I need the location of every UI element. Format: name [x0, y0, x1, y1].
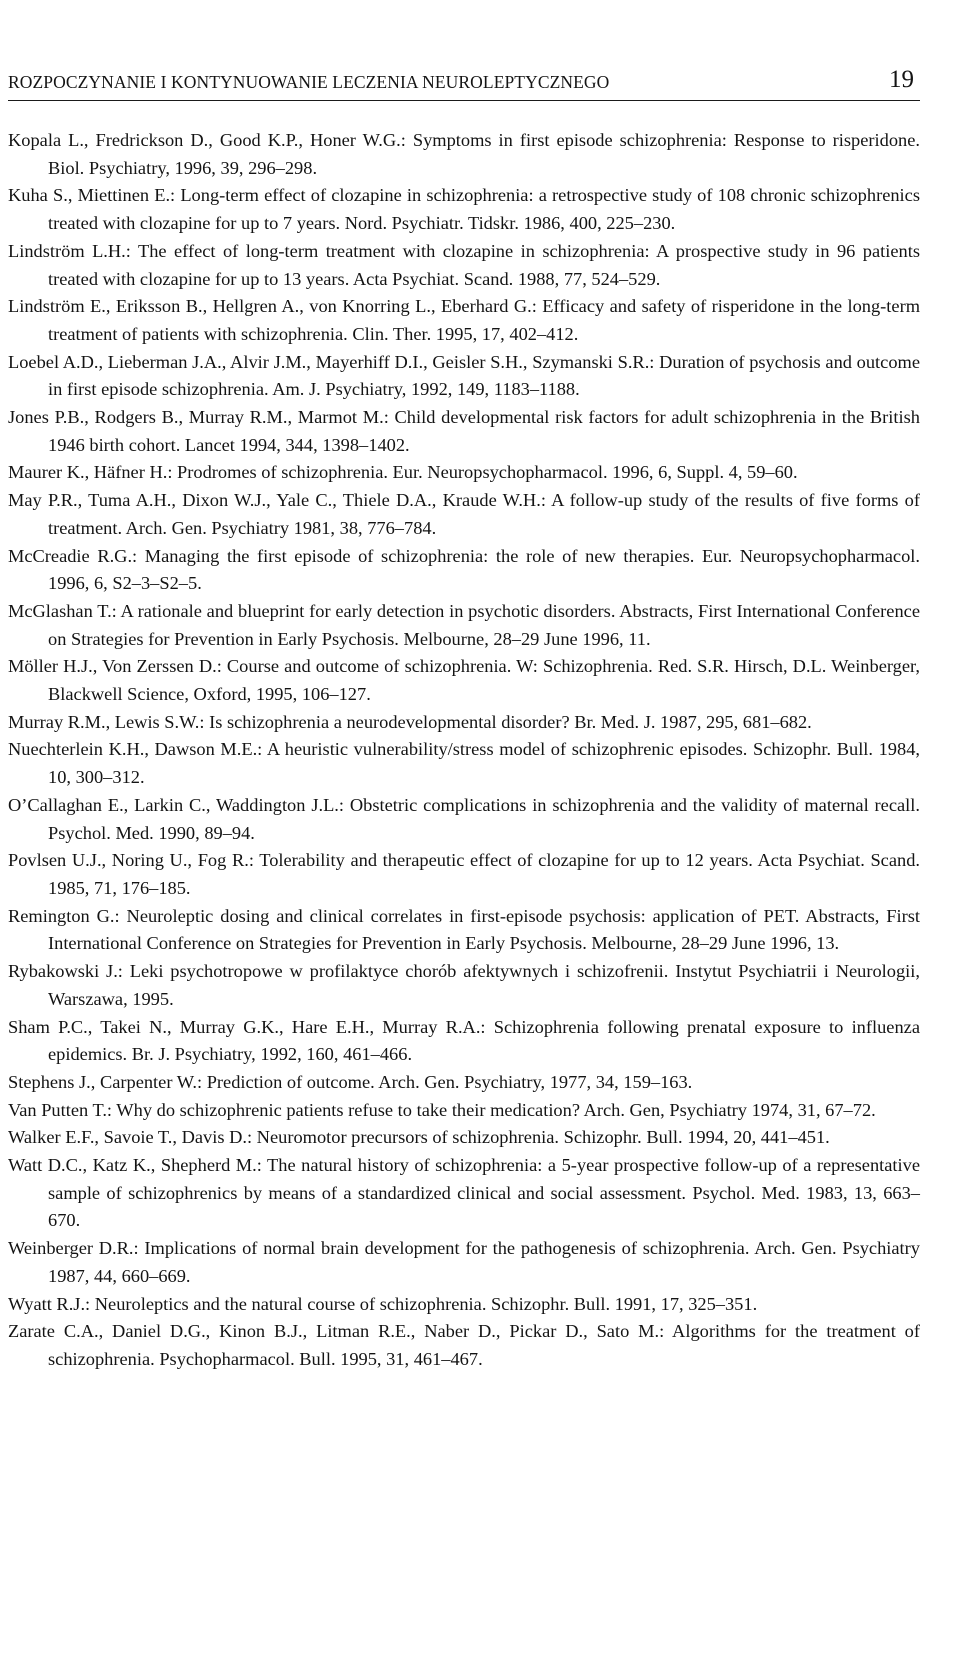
reference-item: May P.R., Tuma A.H., Dixon W.J., Yale C., Thiele D.A., Kraude W.H.: A follow-up study of the results of five forms of treatment. Arch. Gen. Psychiatry 1981, 38, 776–784. [8, 490, 920, 538]
reference-item: Lindström E., Eriksson B., Hellgren A., von Knorring L., Eberhard G.: Efficacy and safety of risperidone in the long-term treatment of patients with schizophrenia. Clin. Ther. 1995, 17, 402–412. [8, 296, 920, 344]
reference-item: Van Putten T.: Why do schizophrenic patients refuse to take their medication? Arch. Gen, Psychiatry 1974, 31, 67–72. [8, 1099, 876, 1120]
page-header [8, 66, 920, 101]
reference-item: Lindström L.H.: The effect of long-term treatment with clozapine in schizophrenia: A prospective study in 96 patients treated with clozapine for up to 13 years. Acta Psychiat. Scand. 1988, 77, 524–529. [8, 240, 920, 289]
reference-item: Murray R.M., Lewis S.W.: Is schizophrenia a neurodevelopmental disorder? Br. Med. J. 1987, 295, 681–682. [8, 711, 812, 732]
reference-item: McCreadie R.G.: Managing the first episode of schizophrenia: the role of new therapies. Eur. Neuropsychopharmacol. 1996, 6, S2–3–S2–5. [8, 545, 920, 594]
reference-item: Möller H.J., Von Zerssen D.: Course and outcome of schizophrenia. W: Schizophrenia. Red. S.R. Hirsch, D.L. Weinberger, Blackwell Science, Oxford, 1995, 106–127. [8, 656, 920, 705]
reference-item: Kuha S., Miettinen E.: Long-term effect of clozapine in schizophrenia: a retrospective study of 108 chronic schizophrenics treated with clozapine for up to 7 years. Nord. Psychiatr. Tidskr. 1986, 400, 225–230. [8, 185, 920, 234]
reference-item: Kopala L., Fredrickson D., Good K.P., Honer W.G.: Symptoms in first episode schizophrenia: Response to risperidone. Biol. Psychiatry, 1996, 39, 296–298. [8, 130, 920, 178]
reference-item: O’Callaghan E., Larkin C., Waddington J.L.: Obstetric complications in schizophrenia and the validity of maternal recall. Psychol. Med. 1990, 89–94. [8, 794, 920, 843]
page-number: 19 [889, 66, 914, 93]
reference-item: Nuechterlein K.H., Dawson M.E.: A heuristic vulnerability/stress model of schizophrenic episodes. Schizophr. Bull. 1984, 10, 300–312. [8, 739, 920, 788]
reference-list [8, 127, 920, 1374]
reference-item: Sham P.C., Takei N., Murray G.K., Hare E.H., Murray R.A.: Schizophrenia following prenatal exposure to influenza epidemics. Br. J. Psychiatry, 1992, 160, 461–466. [8, 1016, 920, 1065]
reference-item: Zarate C.A., Daniel D.G., Kinon B.J., Litman R.E., Naber D., Pickar D., Sato M.: Algorithms for the treatment of schizophrenia. Psychopharmacol. Bull. 1995, 31, 461–467. [8, 1321, 920, 1369]
reference-item: Remington G.: Neuroleptic dosing and clinical correlates in first-episode psychosis: application of PET. Abstracts, First International Conference on Strategies for Prevention in Early Psychosis. Melbourne, 28–29 June 1996, 13. [8, 905, 920, 954]
reference-item: Walker E.F., Savoie T., Davis D.: Neuromotor precursors of schizophrenia. Schizophr. Bull. 1994, 20, 441–451. [8, 1127, 830, 1148]
reference-item: Rybakowski J.: Leki psychotropowe w profilaktyce chorób afektywnych i schizofrenii. Instytut Psychiatrii i Neurologii, Warszawa, 1995. [8, 961, 920, 1009]
running-title: ROZPOCZYNANIE I KONTYNUOWANIE LECZENIA NEUROLEPTYCZNEGO [8, 72, 610, 92]
reference-item: Jones P.B., Rodgers B., Murray R.M., Marmot M.: Child developmental risk factors for adult schizophrenia in the British 1946 birth cohort. Lancet 1994, 344, 1398–1402. [8, 407, 920, 455]
reference-item: Watt D.C., Katz K., Shepherd M.: The natural history of schizophrenia: a 5-year prospective follow-up of a representative sample of schizophrenics by means of a standardized clinical and social assessment. Psychol. Med. 1983, 13, 663–670. [8, 1155, 920, 1231]
reference-item: Povlsen U.J., Noring U., Fog R.: Tolerability and therapeutic effect of clozapine for up to 12 years. Acta Psychiat. Scand. 1985, 71, 176–185. [8, 850, 920, 898]
reference-item: Wyatt R.J.: Neuroleptics and the natural course of schizophrenia. Schizophr. Bull. 1991, 17, 325–351. [8, 1293, 758, 1314]
reference-item: McGlashan T.: A rationale and blueprint for early detection in psychotic disorders. Abstracts, First International Conference on Strategies for Prevention in Early Psychosis. Melbourne, 28–29 June 1996, 11. [8, 600, 920, 649]
reference-item: Stephens J., Carpenter W.: Prediction of outcome. Arch. Gen. Psychiatry, 1977, 34, 159–163. [8, 1071, 693, 1092]
reference-item: Loebel A.D., Lieberman J.A., Alvir J.M., Mayerhiff D.I., Geisler S.H., Szymanski S.R.: Duration of psychosis and outcome in first episode schizophrenia. Am. J. Psychiatry, 1992, 149, 1183–1188. [8, 351, 920, 400]
reference-item: Weinberger D.R.: Implications of normal brain development for the pathogenesis of schizophrenia. Arch. Gen. Psychiatry 1987, 44, 660–669. [8, 1238, 920, 1286]
reference-item: Maurer K., Häfner H.: Prodromes of schizophrenia. Eur. Neuropsychopharmacol. 1996, 6, Suppl. 4, 59–60. [8, 462, 798, 483]
